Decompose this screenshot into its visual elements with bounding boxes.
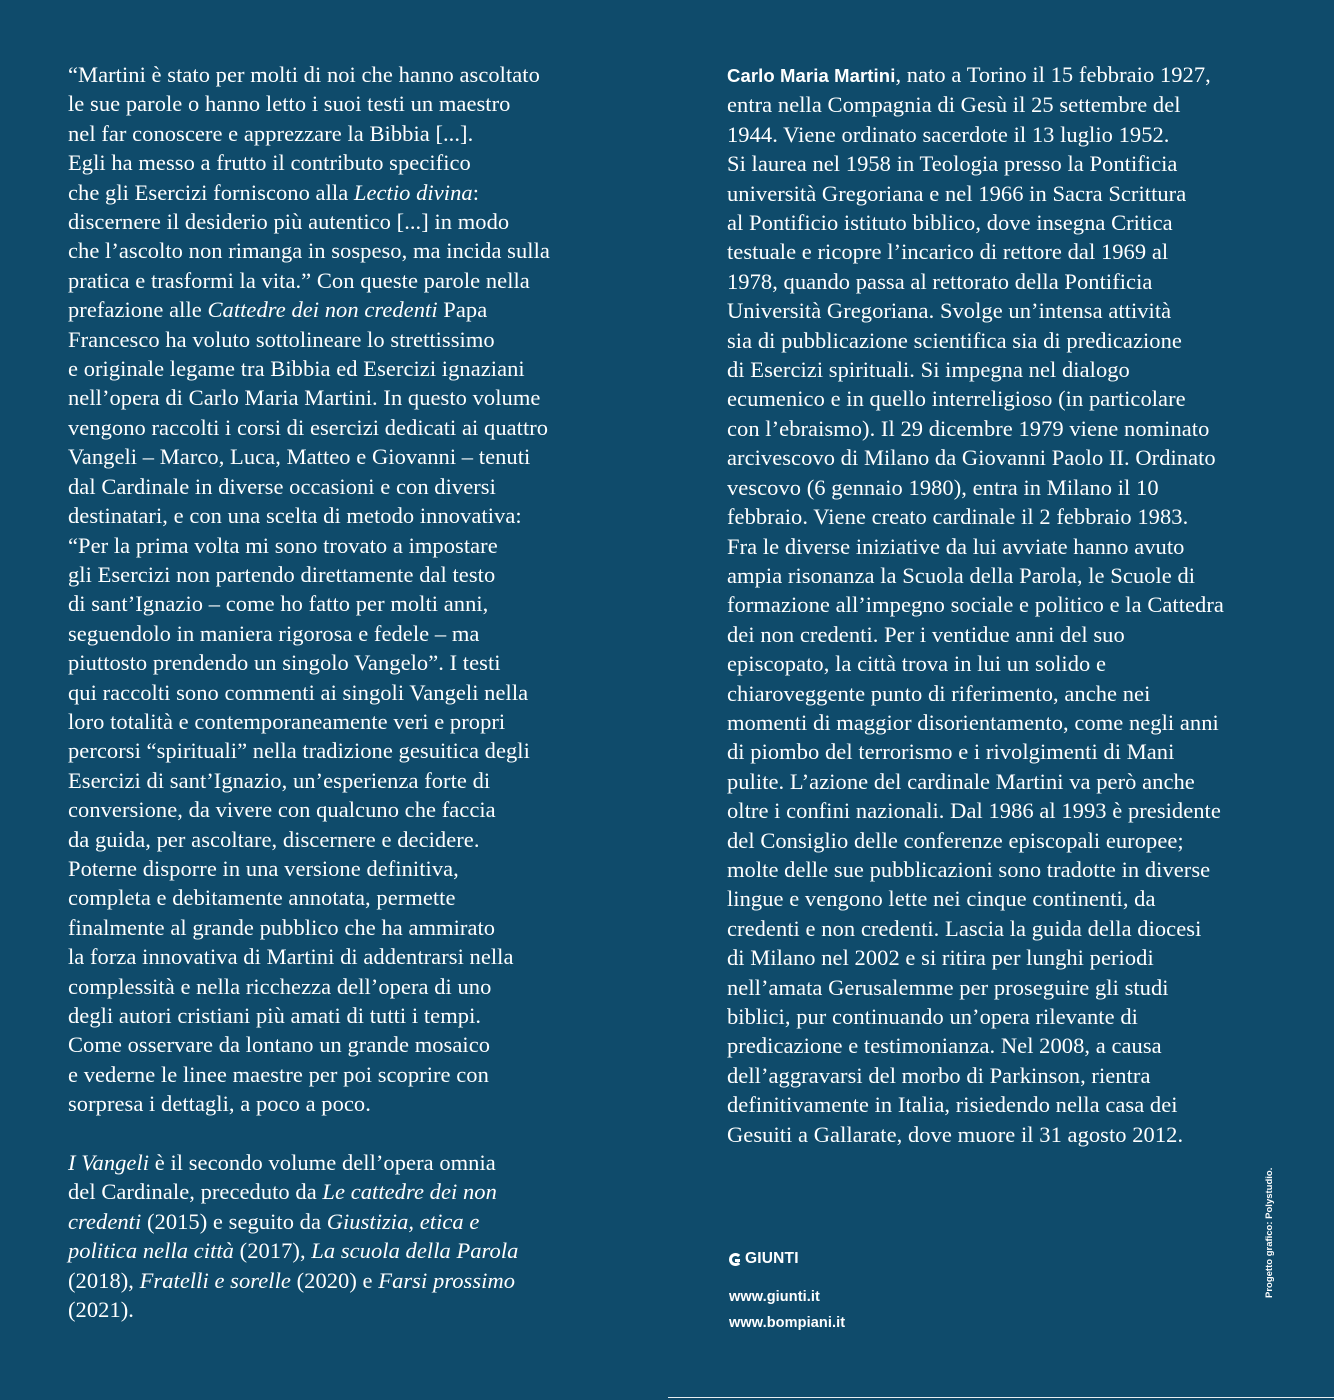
text-line: Francesco ha voluto sottolineare lo strettissimo <box>68 326 495 352</box>
text-line: dal Cardinale in diverse occasioni e con diversi <box>68 473 496 499</box>
author-name: Carlo Maria Martini <box>727 65 896 86</box>
text-line: del Cardinale, preceduto da Le cattedre dei non <box>68 1179 497 1205</box>
text-line: destinatari, e con una scelta di metodo innovativa: <box>68 503 522 529</box>
text-line: lingue e vengono lette nei cinque continenti, da <box>727 886 1156 912</box>
text-line: università Gregoriana e nel 1966 in Sacra Scrittura <box>727 180 1187 206</box>
text-line: Fra le diverse iniziative da lui avviate hanno avuto <box>727 533 1185 559</box>
text-line: gli Esercizi non partendo direttamente dal testo <box>68 561 496 587</box>
text-line: vescovo (6 gennaio 1980), entra in Milano il 10 <box>727 474 1159 500</box>
text-line: Si laurea nel 1958 in Teologia presso la Pontificia <box>727 151 1178 177</box>
text-line: del Consiglio delle conferenze episcopali europee; <box>727 827 1184 853</box>
text-line: loro totalità e contemporaneamente veri e propri <box>68 708 506 734</box>
text-line: biblici, pur continuando un’opera rilevante di <box>727 1004 1138 1029</box>
text-line: che l’ascolto non rimanga in sospeso, ma incida sulla <box>68 238 550 264</box>
text-line: Egli ha messo a frutto il contributo specifico <box>68 150 471 176</box>
left-column <box>68 60 628 1324</box>
text-line: da guida, per ascoltare, discernere e decidere. <box>68 826 480 852</box>
italic-title: Fratelli e sorelle <box>139 1267 291 1293</box>
text-line: episcopato, la città trova in lui un solido e <box>727 651 1107 677</box>
text-line: (2018), Fratelli e sorelle (2020) e Farsi prossimo <box>68 1267 516 1293</box>
text-line: nel far conoscere e apprezzare la Bibbia [...]. <box>68 120 474 146</box>
text-line: al Pontificio istituto biblico, dove insegna Critica <box>727 210 1173 236</box>
text-line: formazione all’impegno sociale e politico e la Cattedra <box>727 592 1224 618</box>
text-line: chiaroveggente punto di riferimento, anche nei <box>727 680 1151 706</box>
text-line: I Vangeli è il secondo volume dell’opera omnia <box>68 1150 496 1176</box>
text-line: Come osservare da lontano un grande mosaico <box>68 1032 491 1058</box>
text-line: pulite. L’azione del cardinale Martini va però anche <box>727 768 1195 794</box>
bio-first-line-text: , nato a Torino il 15 febbraio 1927, <box>895 62 1211 87</box>
biography-paragraph <box>727 90 1297 1149</box>
text-line: predicazione e testimonianza. Nel 2008, a causa <box>727 1033 1162 1059</box>
italic-title: Lectio divina <box>353 179 473 205</box>
bottom-rule <box>668 1397 1334 1398</box>
text-line: dell’aggravarsi del morbo di Parkinson, rientra <box>727 1062 1151 1088</box>
text-line: Università Gregoriana. Svolge un’intensa attività <box>727 298 1172 324</box>
giunti-logo <box>729 1248 845 1270</box>
italic-title: Cattedre dei non credenti <box>207 297 438 323</box>
text-line: dei non credenti. Per i ventidue anni del suo <box>727 621 1125 647</box>
text-line: che gli Esercizi forniscono alla Lectio divina: <box>68 179 479 205</box>
text-line: nell’opera di Carlo Maria Martini. In questo volume <box>68 385 541 411</box>
italic-title: I Vangeli <box>68 1150 150 1176</box>
text-line: con l’ebraismo). Il 29 dicembre 1979 viene nominato <box>727 415 1210 441</box>
text-line: ampia risonanza la Scuola della Parola, le Scuole di <box>727 562 1196 588</box>
text-line: Esercizi di sant’Ignazio, un’esperienza forte di <box>68 767 491 793</box>
text-line: e vederne le linee maestre per poi scoprire con <box>68 1061 489 1087</box>
text-line: Poterne disporre in una versione definitiva, <box>68 855 459 881</box>
text-line: finalmente al grande pubblico che ha ammirato <box>68 914 496 940</box>
publisher-block <box>729 1248 845 1331</box>
text-line: (2021). <box>68 1297 134 1323</box>
text-line: di Milano nel 2002 e si ritira per lunghi periodi <box>727 945 1154 971</box>
text-line: Gesuiti a Gallarate, dove muore il 31 agosto 2012. <box>727 1121 1184 1147</box>
text-line: piuttosto prendendo un singolo Vangelo”. I testi <box>68 650 501 676</box>
text-line: la forza innovativa di Martini di addentrarsi nella <box>68 944 514 970</box>
website-giunti: www.giunti.it <box>729 1289 820 1305</box>
text-line: prefazione alle Cattedre dei non credenti Papa <box>68 297 488 323</box>
italic-title: Le cattedre dei non <box>322 1179 497 1205</box>
text-line: qui raccolti sono commenti ai singoli Vangeli nella <box>68 679 529 705</box>
right-column <box>727 60 1297 1149</box>
text-line: di Esercizi spirituali. Si impegna nel dialogo <box>727 357 1130 383</box>
text-line: di sant’Ignazio – come ho fatto per molti anni, <box>68 591 489 617</box>
italic-title: Farsi prossimo <box>378 1267 516 1293</box>
italic-title: credenti <box>68 1208 142 1234</box>
text-line: “Per la prima volta mi sono trovato a impostare <box>68 532 498 558</box>
text-line: “Martini è stato per molti di noi che hanno ascoltato <box>68 62 540 87</box>
text-line: molte delle sue pubblicazioni sono tradotte in diverse <box>727 856 1211 882</box>
text-line: febbraio. Viene creato cardinale il 2 febbraio 1983. <box>727 504 1189 530</box>
text-line: 1944. Viene ordinato sacerdote il 13 luglio 1952. <box>727 121 1170 147</box>
text-line: Vangeli – Marco, Luca, Matteo e Giovanni – tenuti <box>68 444 531 470</box>
text-line: arcivescovo di Milano da Giovanni Paolo II. Ordinato <box>727 445 1216 471</box>
italic-title: La scuola della Parola <box>311 1238 519 1264</box>
text-line: credenti (2015) e seguito da Giustizia, etica e <box>68 1208 480 1234</box>
text-line: vengono raccolti i corsi di esercizi dedicati ai quattro <box>68 414 549 440</box>
text-line: oltre i confini nazionali. Dal 1986 al 1993 è presidente <box>727 798 1221 824</box>
text-line: 1978, quando passa al rettorato della Pontificia <box>727 268 1153 294</box>
text-line: le sue parole o hanno letto i suoi testi un maestro <box>68 91 511 117</box>
text-line: conversione, da vivere con qualcuno che faccia <box>68 797 496 823</box>
website-bompiani: www.bompiani.it <box>729 1315 846 1331</box>
text-line: sia di pubblicazione scientifica sia di predicazione <box>727 327 1182 353</box>
text-line: momenti di maggior disorientamento, come negli anni <box>727 709 1219 735</box>
text-line: di piombo del terrorismo e i rivolgimenti di Mani <box>727 739 1175 765</box>
bio-first-line <box>727 60 1297 90</box>
text-line: e originale legame tra Bibbia ed Esercizi ignaziani <box>68 356 525 382</box>
text-line: completa e debitamente annotata, permette <box>68 885 456 911</box>
text-line: credenti e non credenti. Lascia la guida della diocesi <box>727 915 1202 941</box>
design-credit: Progetto grafico: Polystudio. <box>1264 1167 1275 1298</box>
text-line: sorpresa i dettagli, a poco a poco. <box>68 1091 371 1117</box>
giunti-logo-icon <box>729 1253 742 1266</box>
text-line: discernere il desiderio più autentico [...] in modo <box>68 209 510 235</box>
text-line: degli autori cristiani più amati di tutti i tempi. <box>68 1003 482 1028</box>
text-line: nell’amata Gerusalemme per proseguire gli studi <box>727 974 1169 1000</box>
text-line: definitivamente in Italia, risiedendo nella casa dei <box>727 1092 1178 1118</box>
text-line: politica nella città (2017), La scuola della Parola <box>68 1238 519 1264</box>
italic-title: politica nella città <box>68 1238 234 1264</box>
quote-paragraph <box>68 60 628 1119</box>
text-line: testuale e ricopre l’incarico di rettore dal 1969 al <box>727 239 1169 265</box>
text-line: complessità e nella ricchezza dell’opera di uno <box>68 973 492 999</box>
text-line: percorsi “spirituali” nella tradizione gesuitica degli <box>68 738 530 764</box>
paragraph-gap <box>68 1119 628 1148</box>
text-line: seguendolo in maniera rigorosa e fedele – ma <box>68 620 480 646</box>
italic-title: Giustizia, etica e <box>326 1208 480 1234</box>
giunti-logo-text: GIUNTI <box>745 1250 799 1267</box>
series-paragraph <box>68 1148 628 1324</box>
text-line: pratica e trasformi la vita.” Con queste parole nella <box>68 267 530 293</box>
text-line: ecumenico e in quello interreligioso (in particolare <box>727 386 1186 412</box>
text-line: entra nella Compagnia di Gesù il 25 settembre del <box>727 92 1181 118</box>
